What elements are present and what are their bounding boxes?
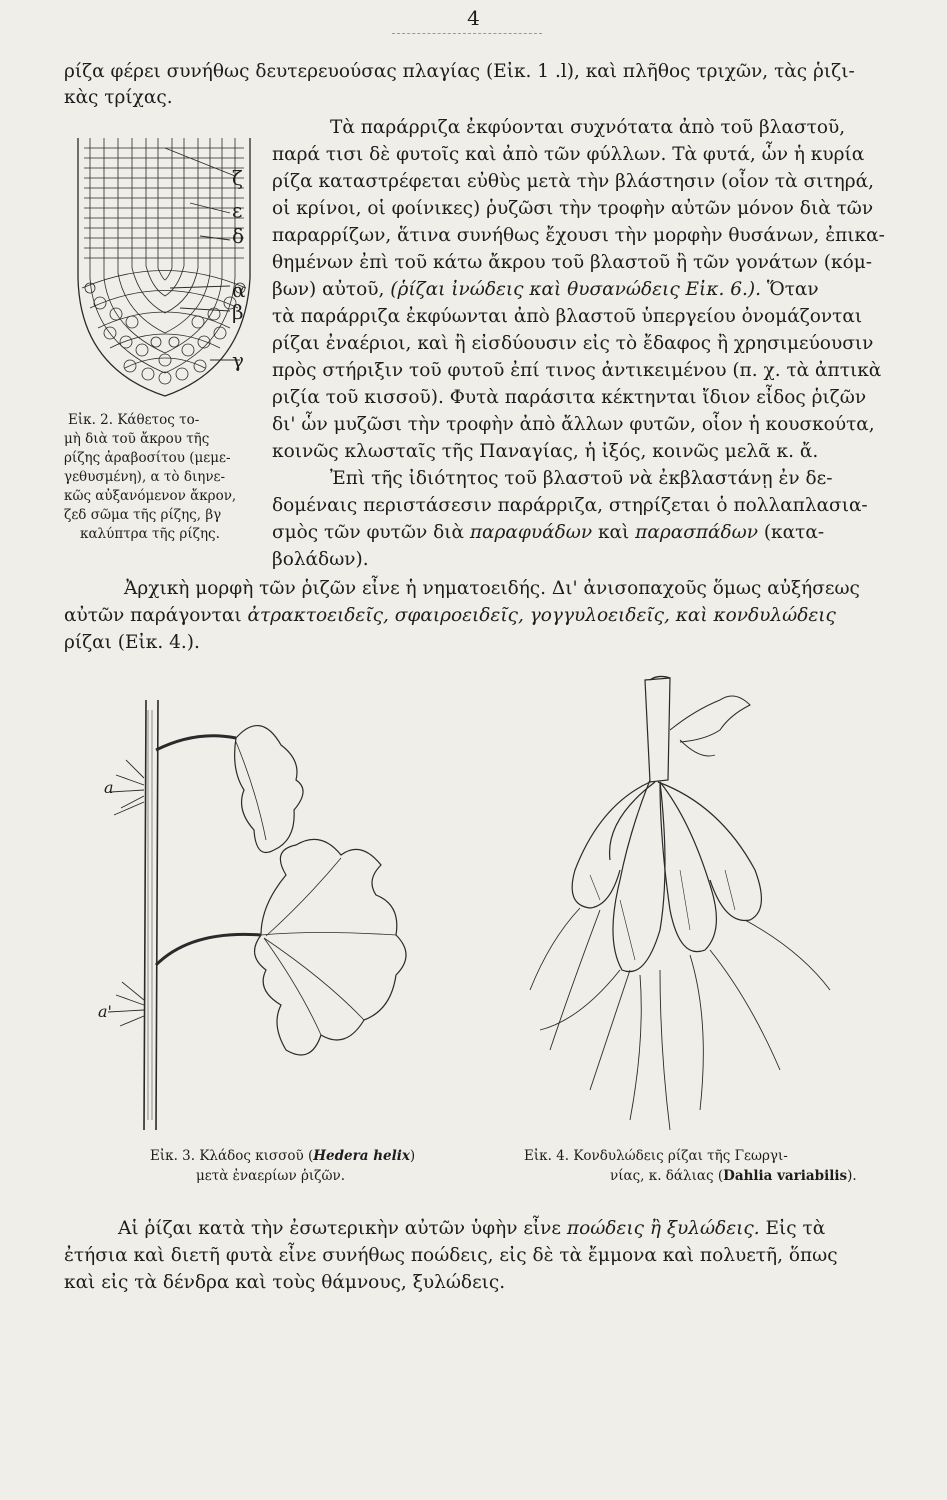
multiply-line-2: δομέναις περιστάσεσιν παράρριζα, στηρίζεται ὁ πολλαπλασια- bbox=[272, 495, 868, 516]
adventitious-line-7-text: βων) αὐτοῦ, bbox=[272, 279, 391, 300]
texture-line-2: ἐτήσια καὶ διετῆ φυτὰ εἶνε συνήθως ποώδεις, εἰς δὲ τὰ ἔμμονα καὶ πολυετῆ, ὅπως bbox=[64, 1245, 838, 1266]
multiply-and: καὶ bbox=[597, 522, 630, 543]
adventitious-line-13: κοινῶς κλωσταῖς τῆς Παναγίας, ἡ ἰξός, κοινῶς μελᾶ κ. ἄ. bbox=[272, 441, 819, 462]
texture-line-1-text: Αἱ ῥίζαι κατὰ τὴν ἐσωτερικὴν αὐτῶν ὑφὴν εἶνε bbox=[118, 1218, 567, 1239]
fibrous-roots-term: (ῥίζαι ἰνώδεις καὶ θυσανώδεις Εἰκ. 6.). bbox=[390, 279, 761, 300]
fig2-caption-line-3: ρίζης ἀραβοσίτου (μεμε- bbox=[64, 450, 231, 466]
fig2-caption-line-7: καλύπτρα τῆς ρίζης. bbox=[80, 526, 220, 542]
fig4-caption-line-1: Εἰκ. 4. Κονδυλώδεις ρίζαι τῆς Γεωργι- bbox=[524, 1148, 788, 1164]
fig4-caption-prefix: νίας, κ. δάλιας ( bbox=[610, 1168, 724, 1184]
texture-line-3: καὶ εἰς τὰ δένδρα καὶ τοὺς θάμνους, ξυλώδεις. bbox=[64, 1272, 506, 1293]
fig2-label-alpha: α bbox=[232, 278, 246, 302]
adventitious-line-12: δι' ὧν μυζῶσι τὴν τροφὴν ἀπὸ ἄλλων φυτῶν, οἷον ἡ κουσκούτα, bbox=[272, 414, 875, 435]
header-rule bbox=[392, 33, 542, 34]
fig4-latin-name: Dahlia variabilis bbox=[723, 1168, 848, 1184]
fig3-ivy-illustration bbox=[96, 690, 446, 1140]
adventitious-line-10: πρὸς στήριξιν τοῦ φυτοῦ ἐπί τινος ἀντικειμένου (π. χ. τὰ ἀπτικὰ bbox=[272, 360, 882, 381]
adventitious-line-5: παραρρίζων, ἅτινα συνήθως ἔχουσι τὴν μορφὴν θυσάνων, ἐπικα- bbox=[272, 225, 885, 246]
multiply-line-3-text: σμὸς τῶν φυτῶν διὰ bbox=[272, 522, 470, 543]
multiply-line-1: Ἐπὶ τῆς ἰδιότητος τοῦ βλαστοῦ νὰ ἐκβλαστάνῃ ἐν δε- bbox=[330, 468, 833, 489]
intro-line-2: κὰς τρίχας. bbox=[64, 87, 173, 108]
fig3-caption-suffix: ) bbox=[409, 1148, 416, 1164]
adventitious-line-6: θημένων ἐπὶ τοῦ κάτω ἄκρου τοῦ βλαστοῦ ἢ τῶν γονάτων (κόμ- bbox=[272, 252, 872, 273]
adventitious-line-9: ρίζαι ἐναέριοι, καὶ ἢ εἰσδύουσιν εἰς τὸ ἔδαφος ἢ χρησιμεύουσιν bbox=[272, 333, 874, 354]
adventitious-line-3: ρίζα καταστρέφεται εὐθὺς μετὰ τὴν βλάστησιν (οἷον τὰ σιτηρά, bbox=[272, 171, 874, 192]
adventitious-line-7 bbox=[272, 276, 819, 303]
fig2-caption-line-5: κῶς αὐξανόμενον ἄκρον, bbox=[64, 488, 237, 504]
adventitious-line-11: ριζία τοῦ κισσοῦ). Φυτὰ παράσιτα κέκτηνται ἴδιον εἶδος ῥιζῶν bbox=[272, 387, 867, 408]
texture-terms: ποώδεις ἢ ξυλώδεις. bbox=[566, 1218, 760, 1239]
multiply-line-3 bbox=[272, 519, 824, 546]
page-number: 4 bbox=[467, 6, 480, 30]
multiply-kata: (κατα- bbox=[763, 522, 825, 543]
fig3-caption-prefix: Εἰκ. 3. Κλάδος κισσοῦ ( bbox=[150, 1148, 314, 1164]
adventitious-line-2: παρά τισι δὲ φυτοῖς καὶ ἀπὸ τῶν φύλλων. Τὰ φυτά, ὧν ἡ κυρία bbox=[272, 144, 865, 165]
root-shape-terms: ἀτρακτοειδεῖς, σφαιροειδεῖς, γογγυλοειδεῖς, καὶ κονδυλώδεις bbox=[247, 605, 836, 626]
intro-line-1: ρίζα φέρει συνήθως δευτερευούσας πλαγίας (Εἰκ. 1 .l), καὶ πλῆθος τριχῶν, τὰς ῥιζι- bbox=[64, 61, 855, 82]
adventitious-line-1: Τὰ παράρριζα ἐκφύονται συχνότατα ἀπὸ τοῦ βλαστοῦ, bbox=[330, 117, 846, 138]
fig4-dahlia-illustration bbox=[510, 670, 850, 1140]
fig3-latin-name: Hedera helix bbox=[313, 1148, 410, 1164]
fig2-label-beta: β bbox=[232, 300, 244, 324]
shape-line-2-text: αὐτῶν παράγονται bbox=[64, 605, 248, 626]
fig2-caption-line-4: γεθυσμένη), α τὸ διηνε- bbox=[64, 469, 226, 485]
fig2-caption-line-1: Εἰκ. 2. Κάθετος το- bbox=[68, 412, 200, 428]
shape-line-1: Ἀρχικὴ μορφὴ τῶν ῥιζῶν εἶνε ἡ νηματοειδής. Δι' ἀνισοπαχοῦς ὅμως αὐξήσεως bbox=[124, 578, 860, 599]
shape-line-3: ρίζαι (Εἰκ. 4.). bbox=[64, 632, 200, 653]
fig2-caption-line-2: μὴ διὰ τοῦ ἄκρου τῆς bbox=[64, 431, 210, 447]
shape-line-2 bbox=[64, 602, 836, 629]
fig2-label-gamma: γ bbox=[232, 348, 244, 372]
fig3-caption-line-2: μετὰ ἐναερίων ῥιζῶν. bbox=[196, 1168, 345, 1184]
fig3-caption-line-1 bbox=[150, 1146, 415, 1166]
adventitious-line-4: οἱ κρίνοι, οἱ φοίνικες) ῥυζῶσι τὴν τροφὴν αὐτῶν μόνον διὰ τῶν bbox=[272, 198, 874, 219]
term-paraspades: παρασπάδων bbox=[635, 522, 758, 543]
fig4-caption-line-2 bbox=[610, 1166, 857, 1186]
texture-line-1 bbox=[118, 1215, 825, 1242]
fig2-label-epsilon: ε bbox=[232, 198, 243, 222]
fig3-label-a-prime: a' bbox=[98, 1002, 112, 1021]
adventitious-line-7-end: Ὅταν bbox=[766, 279, 819, 300]
multiply-line-4: βολάδων). bbox=[272, 549, 369, 570]
term-parafyades: παραφυάδων bbox=[469, 522, 593, 543]
fig4-caption-suffix: ). bbox=[847, 1168, 857, 1184]
fig3-label-a: a bbox=[104, 778, 114, 797]
adventitious-line-8: τὰ παράρριζα ἐκφύωνται ἀπὸ βλαστοῦ ὑπεργείου ὀνομάζονται bbox=[272, 306, 863, 327]
texture-line-1-end: Εἰς τὰ bbox=[765, 1218, 826, 1239]
fig2-caption-line-6: ζεδ σῶμα τῆς ρίζης, βγ bbox=[64, 507, 222, 523]
fig2-label-zeta: ζ bbox=[232, 166, 243, 190]
fig2-label-delta: δ bbox=[232, 224, 245, 248]
